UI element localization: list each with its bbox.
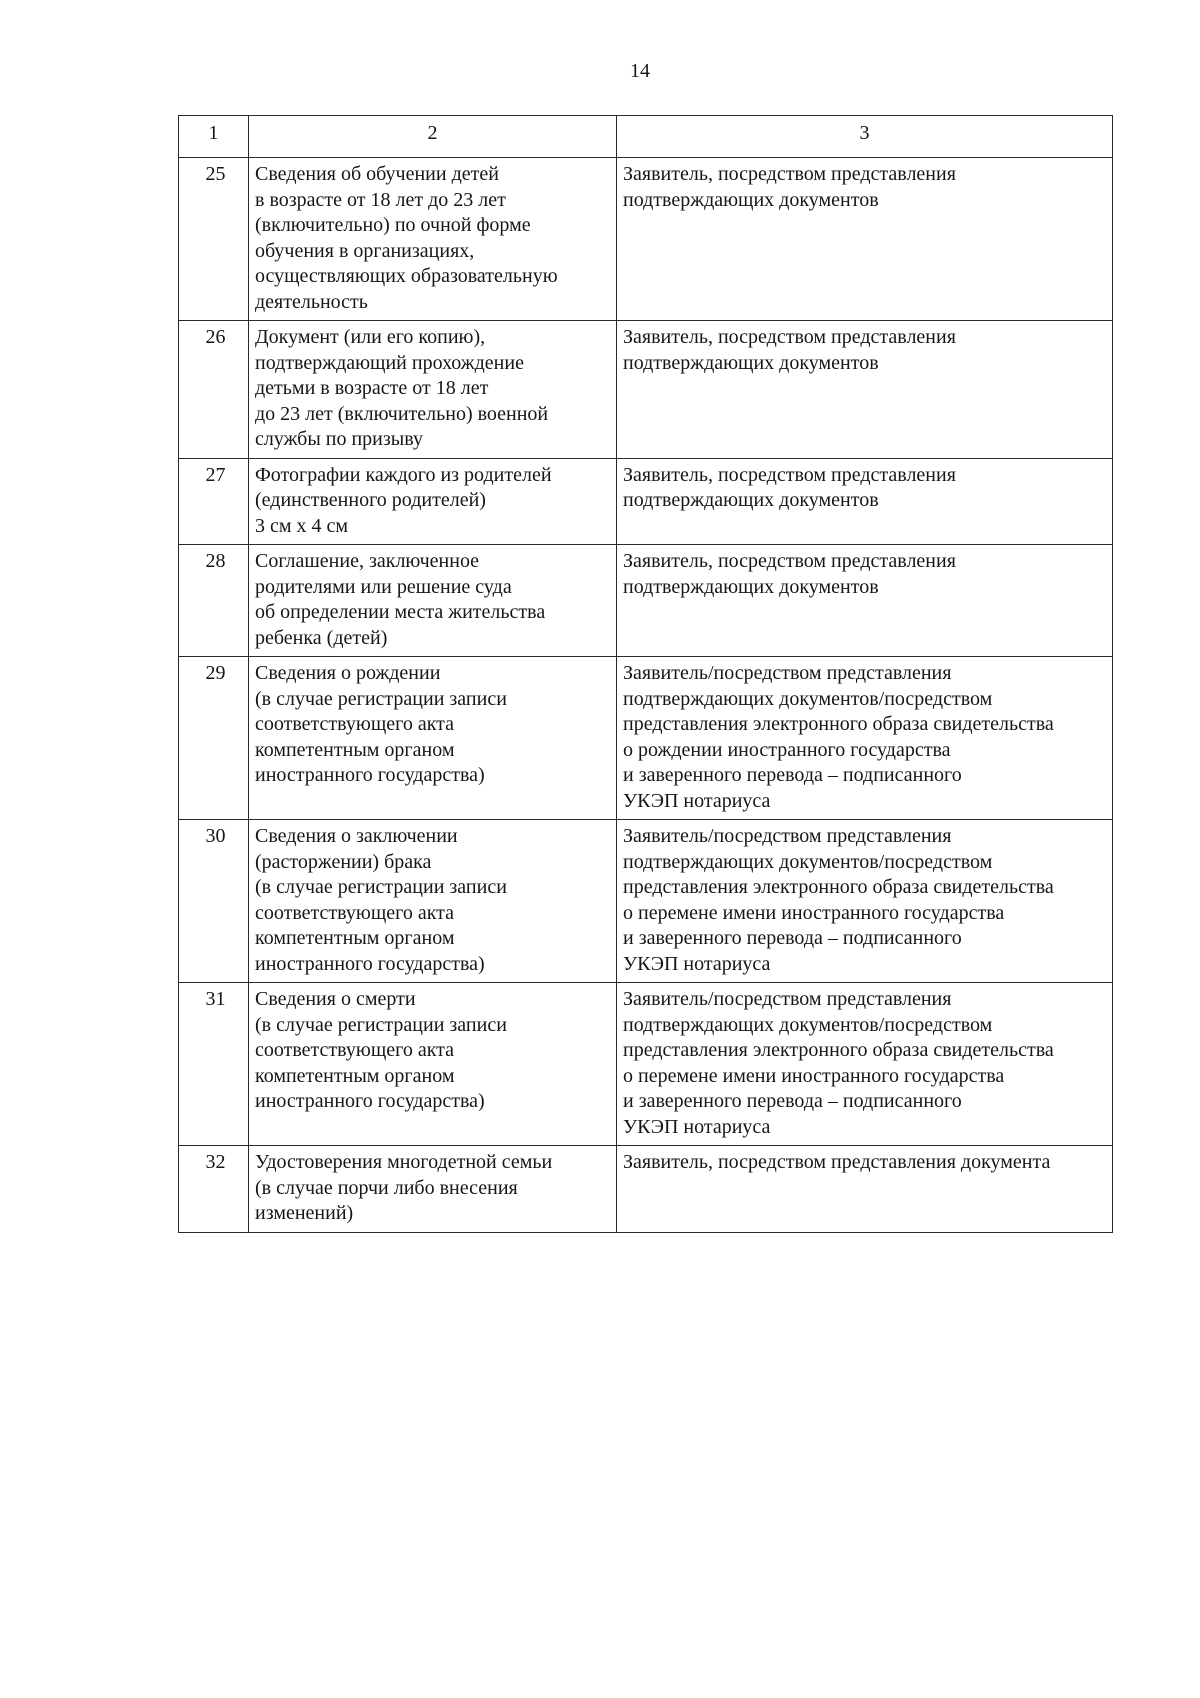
document-cell: Сведения об обучении детей в возрасте от 18 лет до 23 лет (включительно) по очной форме обучения в организациях, осуществляющих образовательную деятельность <box>249 158 617 321</box>
row-number: 28 <box>179 545 249 657</box>
table-row <box>179 458 1113 545</box>
row-number: 31 <box>179 983 249 1146</box>
column-header-number: 1 <box>179 116 249 158</box>
table-row <box>179 657 1113 820</box>
table-row <box>179 545 1113 657</box>
table-row <box>179 820 1113 983</box>
row-number: 32 <box>179 1146 249 1233</box>
row-number: 26 <box>179 321 249 459</box>
row-number: 29 <box>179 657 249 820</box>
source-cell: Заявитель, посредством представления подтверждающих документов <box>617 158 1113 321</box>
source-cell: Заявитель, посредством представления подтверждающих документов <box>617 545 1113 657</box>
source-cell: Заявитель, посредством представления подтверждающих документов <box>617 458 1113 545</box>
row-number: 27 <box>179 458 249 545</box>
table-row <box>179 158 1113 321</box>
documents-table <box>178 115 1113 1233</box>
document-cell: Документ (или его копию), подтверждающий прохождение детьми в возрасте от 18 лет до 23 лет (включительно) военной службы по призыву <box>249 321 617 459</box>
table-row <box>179 1146 1113 1233</box>
table-row <box>179 983 1113 1146</box>
row-number: 30 <box>179 820 249 983</box>
column-header-document: 2 <box>249 116 617 158</box>
page-number: 14 <box>630 60 650 82</box>
source-cell: Заявитель/посредством представления подтверждающих документов/посредством представления электронного образа свидетельства о рождении иностранного государства и заверенного перевода – подписанного УКЭП нотариуса <box>617 657 1113 820</box>
column-header-source: 3 <box>617 116 1113 158</box>
document-cell: Удостоверения многодетной семьи (в случае порчи либо внесения изменений) <box>249 1146 617 1233</box>
document-cell: Сведения о рождении (в случае регистрации записи соответствующего акта компетентным органом иностранного государства) <box>249 657 617 820</box>
table-row <box>179 321 1113 459</box>
document-cell: Соглашение, заключенное родителями или решение суда об определении места жительства ребенка (детей) <box>249 545 617 657</box>
row-number: 25 <box>179 158 249 321</box>
source-cell: Заявитель/посредством представления подтверждающих документов/посредством представления электронного образа свидетельства о перемене имени иностранного государства и заверенного перевода – подписанного УКЭП нотариуса <box>617 820 1113 983</box>
source-cell: Заявитель, посредством представления подтверждающих документов <box>617 321 1113 459</box>
document-cell: Сведения о смерти (в случае регистрации записи соответствующего акта компетентным органом иностранного государства) <box>249 983 617 1146</box>
document-cell: Фотографии каждого из родителей (единственного родителей) 3 см х 4 см <box>249 458 617 545</box>
source-cell: Заявитель/посредством представления подтверждающих документов/посредством представления электронного образа свидетельства о перемене имени иностранного государства и заверенного перевода – подписанного УКЭП нотариуса <box>617 983 1113 1146</box>
document-cell: Сведения о заключении (расторжении) брака (в случае регистрации записи соответствующего акта компетентным органом иностранного государства) <box>249 820 617 983</box>
table-header-row <box>179 116 1113 158</box>
source-cell: Заявитель, посредством представления документа <box>617 1146 1113 1233</box>
